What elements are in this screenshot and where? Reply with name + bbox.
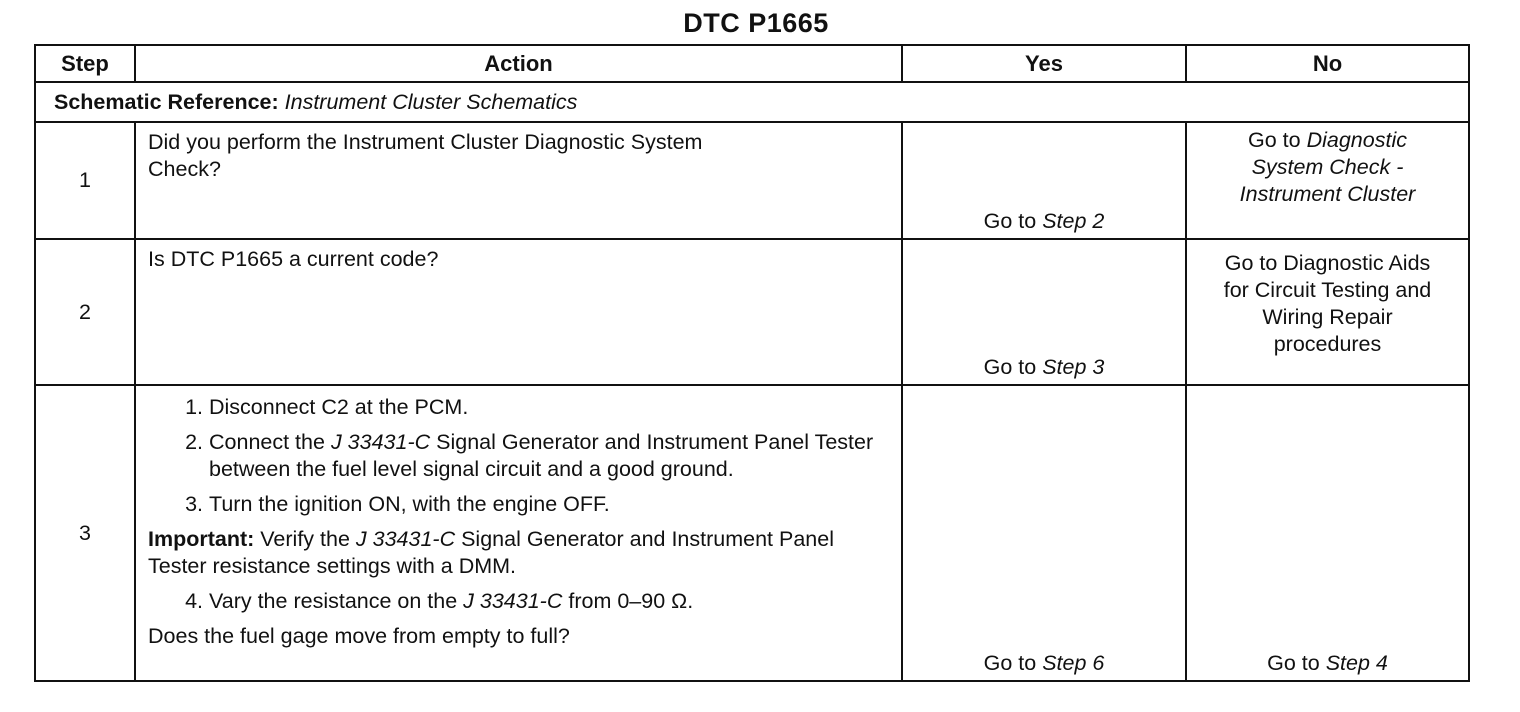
- action-cell: [135, 385, 902, 681]
- tool-name: J 33431-C: [355, 527, 456, 551]
- list-text-pre: Connect the: [209, 430, 325, 454]
- important-label: Important:: [148, 527, 255, 551]
- yes-result: [903, 651, 1185, 676]
- tool-name: J 33431-C: [463, 589, 563, 613]
- list-text: [205, 429, 889, 483]
- table-row: [35, 122, 1469, 239]
- no-prefix: Go to: [1248, 128, 1301, 152]
- header-yes: Yes: [902, 45, 1186, 82]
- no-result: [1187, 651, 1468, 676]
- important-pre: Verify the: [260, 527, 350, 551]
- list-item: [148, 429, 889, 483]
- header-action: Action: [135, 45, 902, 82]
- no-cell: [1186, 122, 1469, 239]
- yes-cell: [902, 385, 1186, 681]
- step-number: 3: [35, 385, 135, 681]
- action-cell: [135, 122, 902, 239]
- header-no: No: [1186, 45, 1469, 82]
- list-text: Turn the ignition ON, with the engine OFF.: [209, 492, 610, 516]
- list-item: [148, 588, 889, 615]
- list-number: 3.: [185, 492, 203, 516]
- table-row: [35, 239, 1469, 385]
- yes-link[interactable]: Step 6: [1042, 651, 1105, 675]
- tool-name: J 33431-C: [330, 430, 431, 454]
- list-text: [205, 588, 889, 615]
- yes-cell: [902, 239, 1186, 385]
- header-step: Step: [35, 45, 135, 82]
- no-cell: [1186, 385, 1469, 681]
- schematic-row: [35, 82, 1469, 122]
- no-prefix: Go to: [1267, 651, 1320, 675]
- important-post: Signal Generator and Instrument Panel Tester resistance settings with a DMM.: [148, 527, 834, 578]
- no-cell: [1186, 239, 1469, 385]
- list-text-post: Signal Generator and Instrument Panel Tester between the fuel level signal circuit and a good ground.: [209, 430, 874, 481]
- list-number: 1.: [185, 395, 203, 419]
- step-number: 2: [35, 239, 135, 385]
- step-number: 1: [35, 122, 135, 239]
- yes-link[interactable]: Step 3: [1042, 355, 1105, 379]
- yes-prefix: Go to: [983, 651, 1037, 675]
- no-result[interactable]: Go to Diagnostic Aids for Circuit Testing and Wiring Repair procedures: [1223, 251, 1432, 356]
- list-text-post: from 0–90 Ω.: [568, 589, 694, 613]
- action-text: Did you perform the Instrument Cluster Diagnostic System Check?: [148, 130, 703, 181]
- list-item: [148, 394, 889, 421]
- list-text-pre: Vary the resistance on the: [209, 589, 458, 613]
- list-item: [148, 491, 889, 518]
- yes-result: [903, 355, 1185, 380]
- schematic-link[interactable]: Instrument Cluster Schematics: [284, 89, 578, 114]
- diagnostic-table: [34, 44, 1470, 682]
- no-link[interactable]: Diagnostic System Check - Instrument Cluster: [1239, 128, 1416, 206]
- table-row: [35, 385, 1469, 681]
- yes-prefix: Go to: [983, 355, 1037, 379]
- list-number: 2.: [185, 430, 203, 454]
- important-note: [148, 526, 889, 580]
- yes-result: [903, 209, 1185, 234]
- list-number: 4.: [185, 589, 203, 613]
- yes-prefix: Go to: [983, 209, 1037, 233]
- header-row: [35, 45, 1469, 82]
- yes-link[interactable]: Step 2: [1042, 209, 1105, 233]
- list-text: Disconnect C2 at the PCM.: [209, 395, 469, 419]
- yes-cell: [902, 122, 1186, 239]
- schematic-reference: [35, 82, 1469, 122]
- action-text: Is DTC P1665 a current code?: [148, 247, 439, 271]
- no-result: [1213, 127, 1443, 208]
- page-title: DTC P1665: [683, 8, 829, 38]
- schematic-label: Schematic Reference:: [54, 89, 279, 114]
- no-link[interactable]: Step 4: [1325, 651, 1388, 675]
- question-text: Does the fuel gage move from empty to full?: [148, 624, 570, 648]
- action-cell: [135, 239, 902, 385]
